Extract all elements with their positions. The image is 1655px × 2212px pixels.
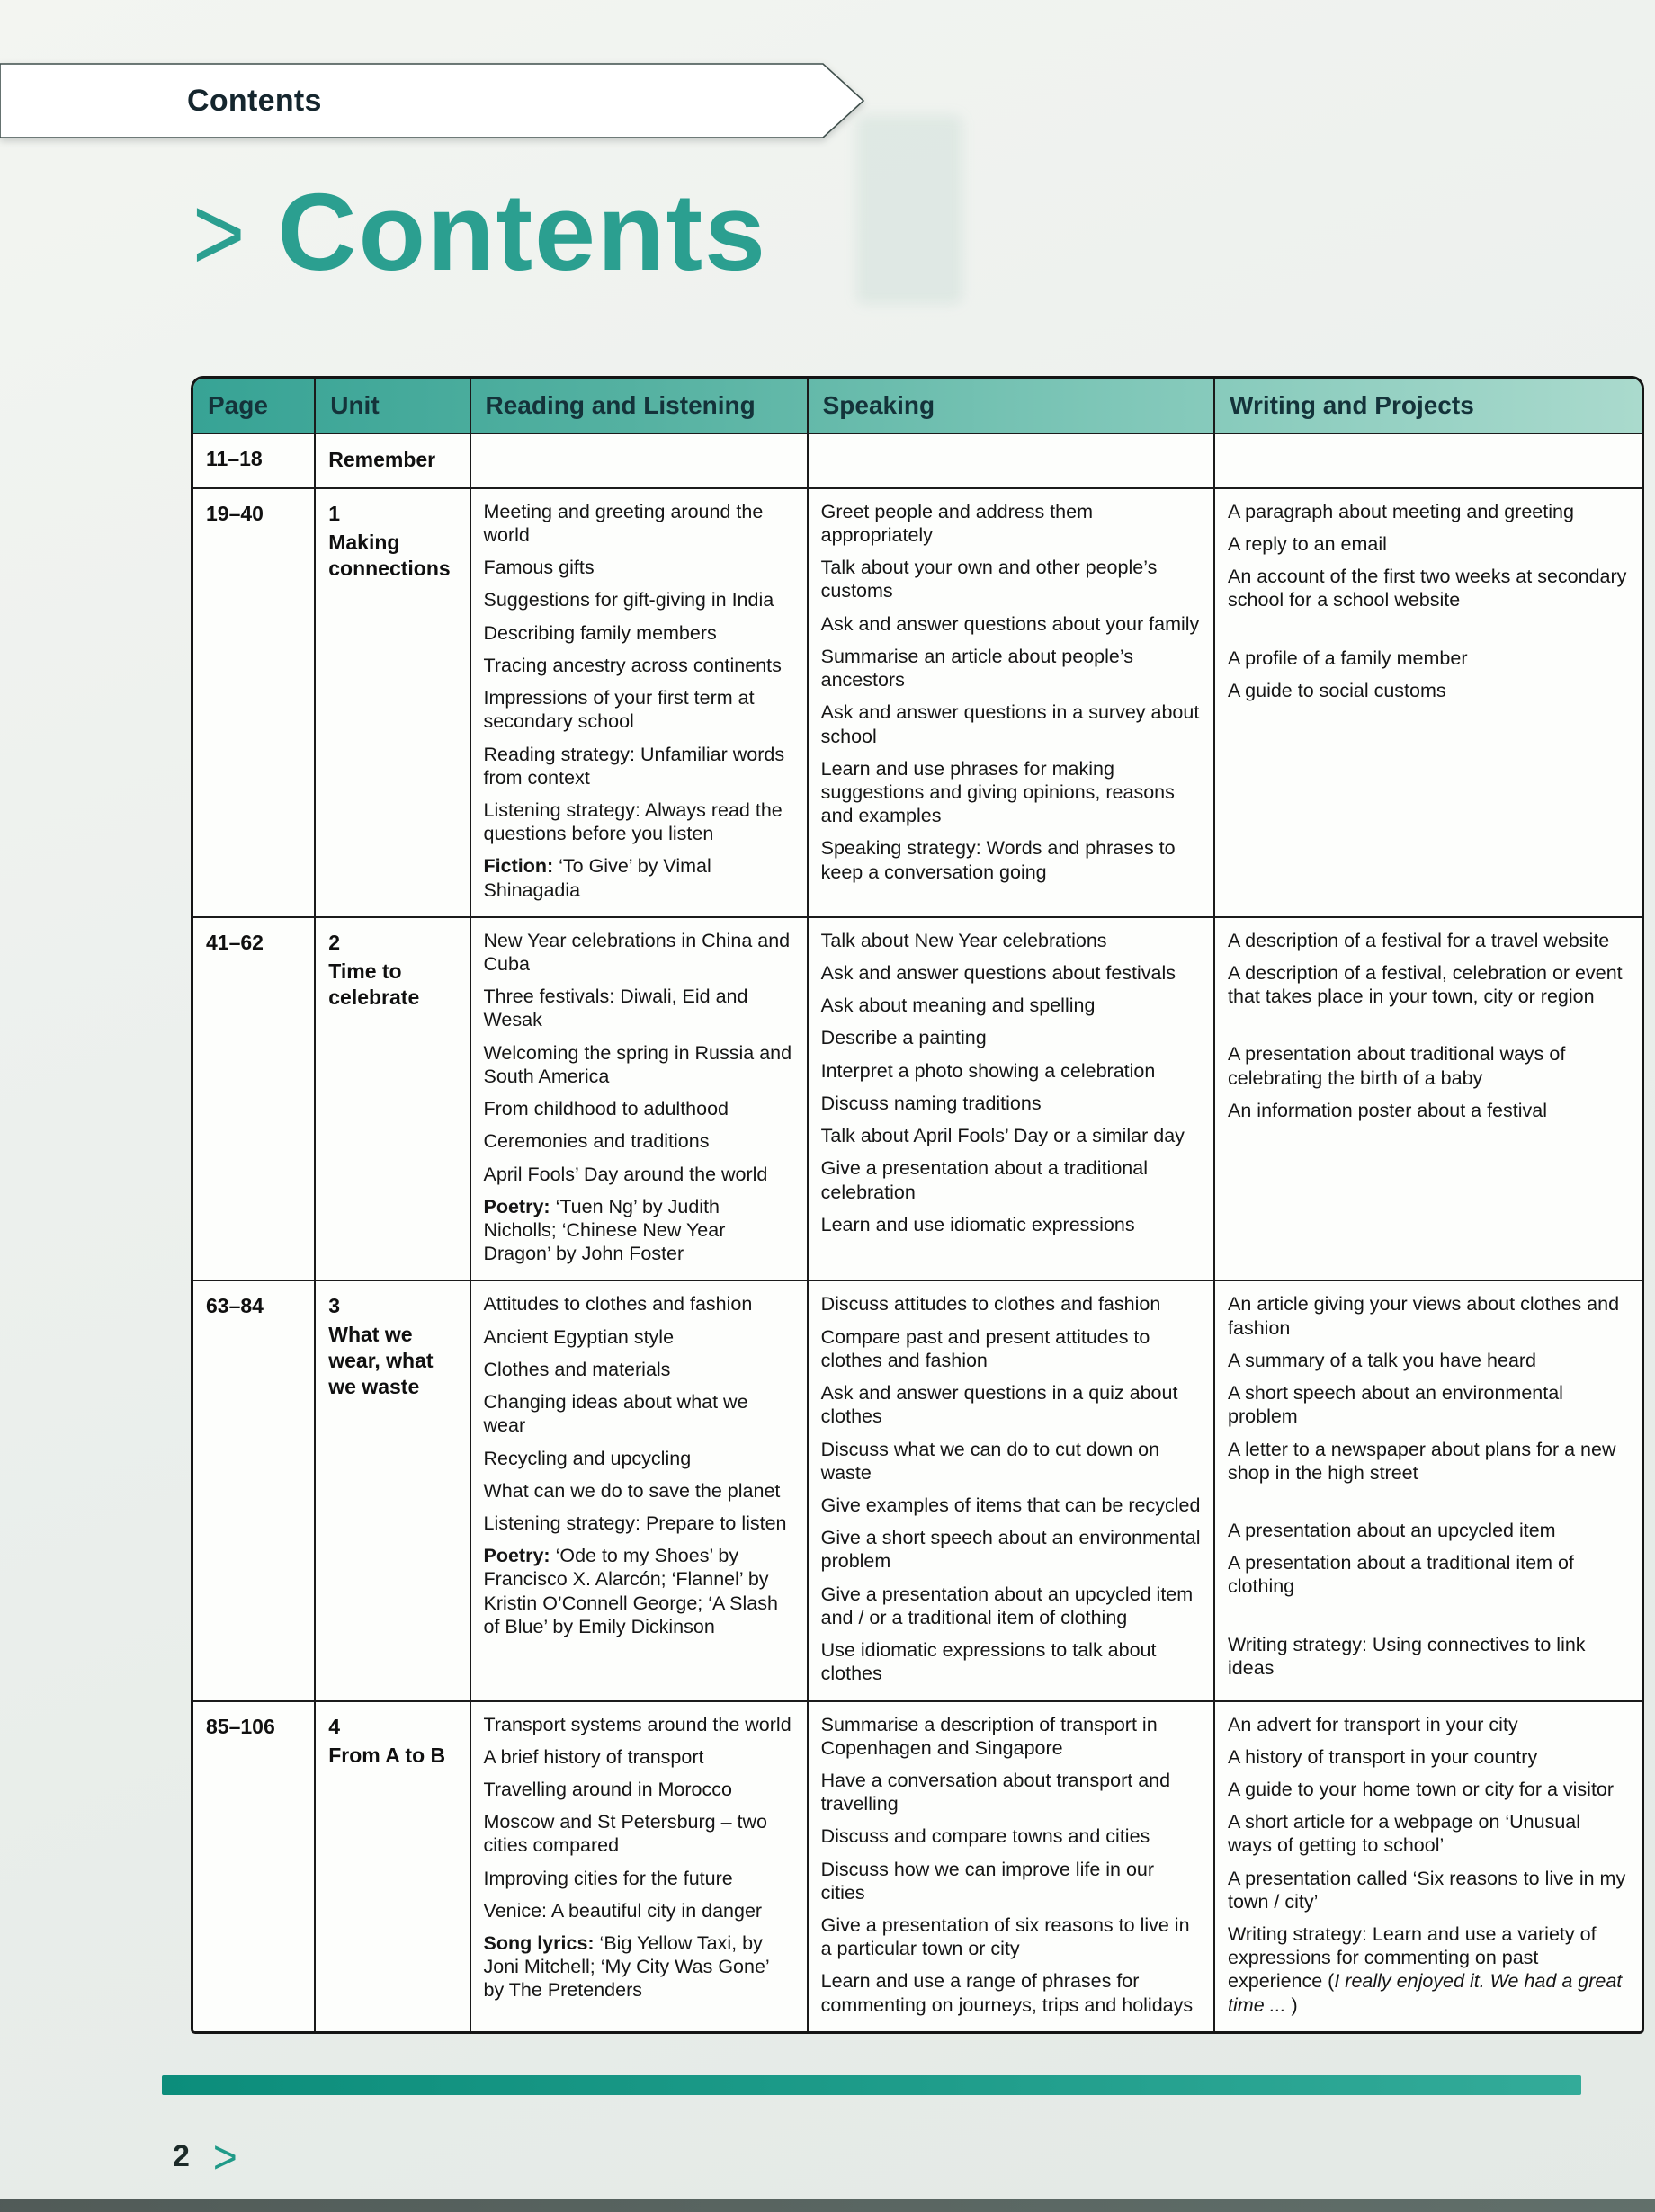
- content-item: Give a presentation about an upcycled item and / or a traditional item of clothing: [820, 1583, 1194, 1628]
- content-item: Clothes and materials: [483, 1358, 671, 1380]
- content-item: Discuss how we can improve life in our cities: [820, 1858, 1155, 1904]
- speaking-cell: [808, 1701, 1214, 2031]
- table-header-row: [193, 379, 1642, 433]
- content-item: Transport systems around the world: [483, 1713, 792, 1735]
- unit-number: 1: [328, 501, 341, 525]
- reading-listening-cell: [470, 488, 808, 917]
- content-item: An advert for transport in your city: [1228, 1713, 1518, 1735]
- page-number: 2: [173, 2139, 190, 2174]
- content-item: Ceremonies and traditions: [483, 1130, 710, 1153]
- speaking-cell: [808, 1280, 1214, 1700]
- content-item: Discuss naming traditions: [820, 1092, 1042, 1114]
- content-item: What can we do to save the planet: [483, 1479, 781, 1502]
- content-item: Welcoming the spring in Russia and South America: [483, 1041, 792, 1087]
- content-item: A guide to social customs: [1228, 679, 1446, 701]
- content-list: [821, 1292, 1201, 1685]
- content-item: April Fools’ Day around the world: [483, 1163, 768, 1185]
- column-header-speaking: Speaking: [808, 379, 1214, 433]
- content-item: Summarise an article about people’s ancestors: [820, 645, 1134, 691]
- content-item: Compare past and present attitudes to clothes and fashion: [820, 1325, 1150, 1371]
- contents-table: [191, 376, 1644, 2034]
- content-item: Learn and use idiomatic expressions: [820, 1213, 1135, 1235]
- reading-listening-cell: [470, 433, 808, 488]
- content-item: Ask and answer questions about festivals: [820, 962, 1176, 985]
- content-item: [1228, 1922, 1629, 2017]
- content-list: [1228, 1292, 1629, 1680]
- content-item: A summary of a talk you have heard: [1228, 1349, 1537, 1371]
- content-item: [484, 1931, 794, 2002]
- unit-cell: [315, 917, 470, 1281]
- content-item: Talk about your own and other people’s customs: [820, 557, 1158, 602]
- item-bold-label: Poetry:: [483, 1545, 556, 1567]
- item-text: ‘Big Yellow Taxi, by Joni Mitchell; ‘My City Was Gone’ by The Pretenders: [483, 1932, 769, 2002]
- item-bold-label: Song lyrics:: [483, 1932, 600, 1955]
- content-list: [821, 1713, 1201, 2017]
- page-title: [192, 169, 767, 295]
- content-item: An account of the first two weeks at secondary school for a school website: [1228, 566, 1627, 611]
- content-item: Impressions of your first term at secondary school: [483, 687, 755, 733]
- content-item: Greet people and address them appropriately: [820, 500, 1094, 546]
- content-item: Give examples of items that can be recycled: [820, 1494, 1201, 1516]
- content-item: Listening strategy: Prepare to listen: [483, 1512, 787, 1534]
- content-item: A description of a festival, celebration or event that takes place in your town, city or region: [1228, 962, 1623, 1008]
- content-item: A guide to your home town or city for a visitor: [1228, 1778, 1615, 1800]
- speaking-cell: [808, 433, 1214, 488]
- content-item: Travelling around in Morocco: [483, 1778, 732, 1800]
- item-text: A presentation about traditional ways of celebrating the birth of a baby: [1228, 1043, 1566, 1089]
- unit-title: Remember: [328, 448, 436, 471]
- bottom-accent-bar: [162, 2075, 1581, 2095]
- item-text: ): [1291, 1993, 1298, 2016]
- column-header-writing-projects: Writing and Projects: [1214, 379, 1642, 433]
- content-item: From childhood to adulthood: [483, 1098, 729, 1120]
- content-item: New Year celebrations in China and Cuba: [483, 929, 791, 976]
- content-list: [1228, 1713, 1629, 2017]
- content-item: Discuss what we can do to cut down on waste: [820, 1438, 1160, 1484]
- content-item: Venice: A beautiful city in danger: [483, 1899, 763, 1922]
- content-item: Ask about meaning and spelling: [820, 995, 1096, 1017]
- unit-cell: [315, 433, 470, 488]
- unit-number: 4: [328, 1714, 341, 1738]
- content-item: An information poster about a festival: [1228, 1099, 1547, 1121]
- page-bottom-edge: [0, 2199, 1655, 2212]
- content-list: [1228, 929, 1629, 1122]
- content-item: Ask and answer questions about your family: [820, 612, 1200, 635]
- page-title-text: Contents: [277, 171, 768, 293]
- page-range-cell: 19–40: [193, 488, 315, 917]
- content-item: A reply to an email: [1228, 532, 1387, 555]
- content-list: [821, 500, 1201, 884]
- content-list: [484, 929, 794, 1266]
- content-item: Describe a painting: [820, 1027, 987, 1049]
- content-list: [821, 929, 1201, 1236]
- table-row: [193, 433, 1642, 488]
- writing-projects-cell: [1214, 1280, 1642, 1700]
- unit-number: 3: [328, 1294, 341, 1318]
- item-text: ‘To Give’ by Vimal Shinagadia: [483, 855, 711, 901]
- item-text: Writing strategy: Learn and use a variety of expressions for commenting on past experience (: [1228, 1923, 1597, 1993]
- content-item: [1228, 1633, 1629, 1680]
- item-text: Writing strategy: Using connectives to link ideas: [1228, 1633, 1586, 1679]
- content-list: [484, 1292, 794, 1638]
- page-range-cell: 63–84: [193, 1280, 315, 1700]
- item-text: A presentation about an upcycled item: [1228, 1519, 1556, 1541]
- content-item: A history of transport in your country: [1228, 1745, 1538, 1768]
- content-item: Describing family members: [483, 621, 717, 644]
- item-text: A profile of a family member: [1228, 647, 1468, 669]
- footer-chevron-icon: >: [212, 2130, 237, 2183]
- reading-listening-cell: [470, 917, 808, 1281]
- writing-projects-cell: [1214, 1701, 1642, 2031]
- content-list: [484, 1713, 794, 2002]
- content-item: Discuss and compare towns and cities: [820, 1825, 1150, 1848]
- content-item: Talk about New Year celebrations: [820, 929, 1107, 951]
- table-row: [193, 917, 1642, 1281]
- item-text: ‘Tuen Ng’ by Judith Nicholls; ‘Chinese New Year Dragon’ by John Foster: [483, 1195, 726, 1265]
- content-item: Learn and use phrases for making suggestions and giving opinions, reasons and examples: [820, 757, 1175, 827]
- content-item: Listening strategy: Always read the questions before you listen: [483, 798, 783, 845]
- item-italic-text: I really enjoyed it. We had a great time ...: [1228, 1970, 1623, 2016]
- content-item: A presentation called ‘Six reasons to live in my town / city’: [1228, 1867, 1626, 1913]
- table-row: [193, 1280, 1642, 1700]
- writing-projects-cell: [1214, 488, 1642, 917]
- contents-table-element: [193, 379, 1642, 2031]
- content-item: Use idiomatic expressions to talk about clothes: [820, 1639, 1157, 1685]
- content-item: Meeting and greeting around the world: [483, 500, 764, 546]
- content-item: Recycling and upcycling: [483, 1447, 692, 1469]
- header-tab: [0, 63, 865, 138]
- page-footer: [173, 2130, 1655, 2183]
- unit-cell: [315, 1280, 470, 1700]
- content-item: Moscow and St Petersburg – two cities compared: [483, 1811, 767, 1857]
- page-range-cell: 85–106: [193, 1701, 315, 2031]
- header-tab-shape: [0, 63, 865, 138]
- title-chevron-icon: >: [192, 174, 246, 294]
- speaking-cell: [808, 488, 1214, 917]
- writing-projects-cell: [1214, 917, 1642, 1281]
- content-item: Interpret a photo showing a celebration: [820, 1059, 1156, 1082]
- content-list: [1228, 500, 1629, 702]
- content-item: Give a presentation of six reasons to live in a particular town or city: [820, 1914, 1190, 1960]
- writing-projects-cell: [1214, 433, 1642, 488]
- speaking-cell: [808, 917, 1214, 1281]
- content-item: [1228, 1042, 1629, 1089]
- contents-table-body: [193, 433, 1642, 2031]
- unit-cell: [315, 488, 470, 917]
- content-item: Ask and answer questions in a survey about school: [820, 701, 1200, 747]
- content-item: Have a conversation about transport and travelling: [820, 1769, 1171, 1815]
- unit-number: 2: [328, 930, 341, 954]
- content-item: A presentation about a traditional item of clothing: [1228, 1552, 1574, 1598]
- item-bold-label: Fiction:: [483, 855, 559, 878]
- content-item: A description of a festival for a travel website: [1228, 929, 1610, 951]
- content-item: Give a short speech about an environmental problem: [820, 1527, 1201, 1573]
- reading-listening-cell: [470, 1280, 808, 1700]
- content-item: An article giving your views about clothes and fashion: [1228, 1293, 1620, 1339]
- table-row: [193, 1701, 1642, 2031]
- content-item: Talk about April Fools’ Day or a similar day: [820, 1125, 1185, 1147]
- unit-title: Time to celebrate: [328, 959, 420, 1009]
- content-item: [484, 1544, 794, 1638]
- content-list: [484, 500, 794, 902]
- unit-cell: [315, 1701, 470, 2031]
- item-text: ‘Ode to my Shoes’ by Francisco X. Alarcón; ‘Flannel’ by Kristin O’Connell George; ‘A Slash of Blue’ by Emily Dickinson: [483, 1545, 778, 1637]
- item-bold-label: Poetry:: [483, 1195, 556, 1217]
- content-item: Famous gifts: [483, 557, 595, 579]
- content-item: A short article for a webpage on ‘Unusual ways of getting to school’: [1228, 1811, 1581, 1857]
- content-item: Three festivals: Diwali, Eid and Wesak: [483, 986, 748, 1031]
- table-row: [193, 488, 1642, 917]
- header-tab-label: Contents: [187, 83, 322, 118]
- unit-title: Making connections: [328, 530, 451, 580]
- content-item: Speaking strategy: Words and phrases to keep a conversation going: [820, 837, 1176, 883]
- column-header-page: Page: [193, 379, 315, 433]
- content-item: Ask and answer questions in a quiz about clothes: [820, 1382, 1178, 1428]
- content-item: Improving cities for the future: [483, 1867, 733, 1889]
- content-item: Changing ideas about what we wear: [483, 1391, 748, 1437]
- column-header-reading-listening: Reading and Listening: [470, 379, 808, 433]
- unit-title: From A to B: [328, 1743, 446, 1767]
- content-item: Tracing ancestry across continents: [483, 654, 782, 676]
- content-item: A short speech about an environmental problem: [1228, 1382, 1563, 1428]
- content-item: [484, 1195, 794, 1266]
- content-item: Discuss attitudes to clothes and fashion: [820, 1293, 1161, 1316]
- page-range-cell: 41–62: [193, 917, 315, 1281]
- content-item: A paragraph about meeting and greeting: [1228, 500, 1574, 522]
- page-range-cell: 11–18: [193, 433, 315, 488]
- content-item: Suggestions for gift-giving in India: [483, 589, 774, 611]
- content-item: Reading strategy: Unfamiliar words from context: [483, 743, 785, 789]
- column-header-unit: Unit: [315, 379, 470, 433]
- reading-listening-cell: [470, 1701, 808, 2031]
- content-item: Ancient Egyptian style: [483, 1325, 675, 1348]
- content-item: [1228, 1519, 1629, 1542]
- content-item: [1228, 647, 1629, 670]
- content-item: Attitudes to clothes and fashion: [483, 1293, 753, 1316]
- scan-bleed-artifact: [856, 115, 962, 304]
- content-item: Give a presentation about a traditional celebration: [820, 1157, 1148, 1203]
- unit-title: What we wear, what we waste: [328, 1323, 434, 1398]
- content-item: A brief history of transport: [483, 1745, 704, 1768]
- content-item: [484, 854, 794, 901]
- content-item: A letter to a newspaper about plans for a new shop in the high street: [1228, 1438, 1616, 1484]
- content-item: Learn and use a range of phrases for commenting on journeys, trips and holidays: [820, 1970, 1194, 2016]
- content-item: Summarise a description of transport in Copenhagen and Singapore: [820, 1713, 1158, 1759]
